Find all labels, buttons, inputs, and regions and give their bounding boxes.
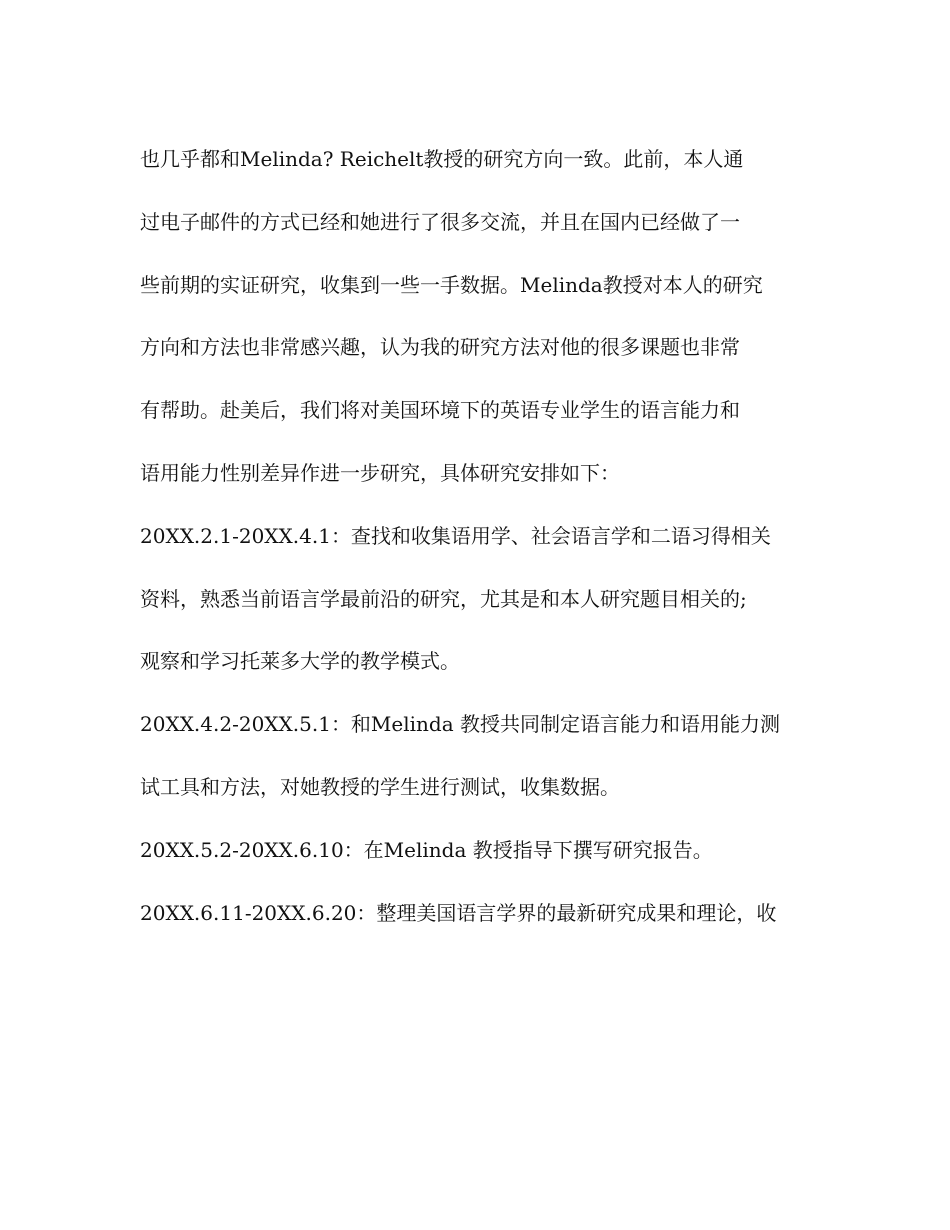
schedule-item-1-line-1: 20XX.2.1-20XX.4.1：查找和收集语用学、社会语言学和二语习得相关 (140, 523, 771, 548)
schedule-item-2-line-1: 20XX.4.2-20XX.5.1：和Melinda 教授共同制定语言能力和语用能力测 (140, 712, 781, 737)
text-line: 方向和方法也非常感兴趣，认为我的研究方法对他的很多课题也非常 (140, 335, 740, 360)
text-line: 语用能力性别差异作进一步研究，具体研究安排如下： (140, 460, 620, 485)
schedule-item-1-line-3: 观察和学习托莱多大学的教学模式。 (140, 649, 460, 674)
schedule-item-2-line-2: 试工具和方法，对她教授的学生进行测试，收集数据。 (140, 774, 620, 799)
text-line: 有帮助。赴美后，我们将对美国环境下的英语专业学生的语言能力和 (140, 398, 740, 423)
text-line: 也几乎都和Melinda? Reichelt教授的研究方向一致。此前，本人通 (140, 147, 744, 171)
text-line: 些前期的实证研究，收集到一些一手数据。Melinda教授对本人的研究 (140, 272, 763, 297)
schedule-item-4-line-1: 20XX.6.11-20XX.6.20：整理美国语言学界的最新研究成果和理论，收 (140, 900, 777, 925)
schedule-item-1-line-2: 资料，熟悉当前语言学最前沿的研究，尤其是和本人研究题目相关的; (140, 586, 747, 611)
body-text (140, 138, 830, 954)
schedule-item-3: 20XX.5.2-20XX.6.10：在Melinda 教授指导下撰写研究报告。 (140, 837, 713, 862)
text-line: 过电子邮件的方式已经和她进行了很多交流，并且在国内已经做了一 (140, 209, 740, 234)
